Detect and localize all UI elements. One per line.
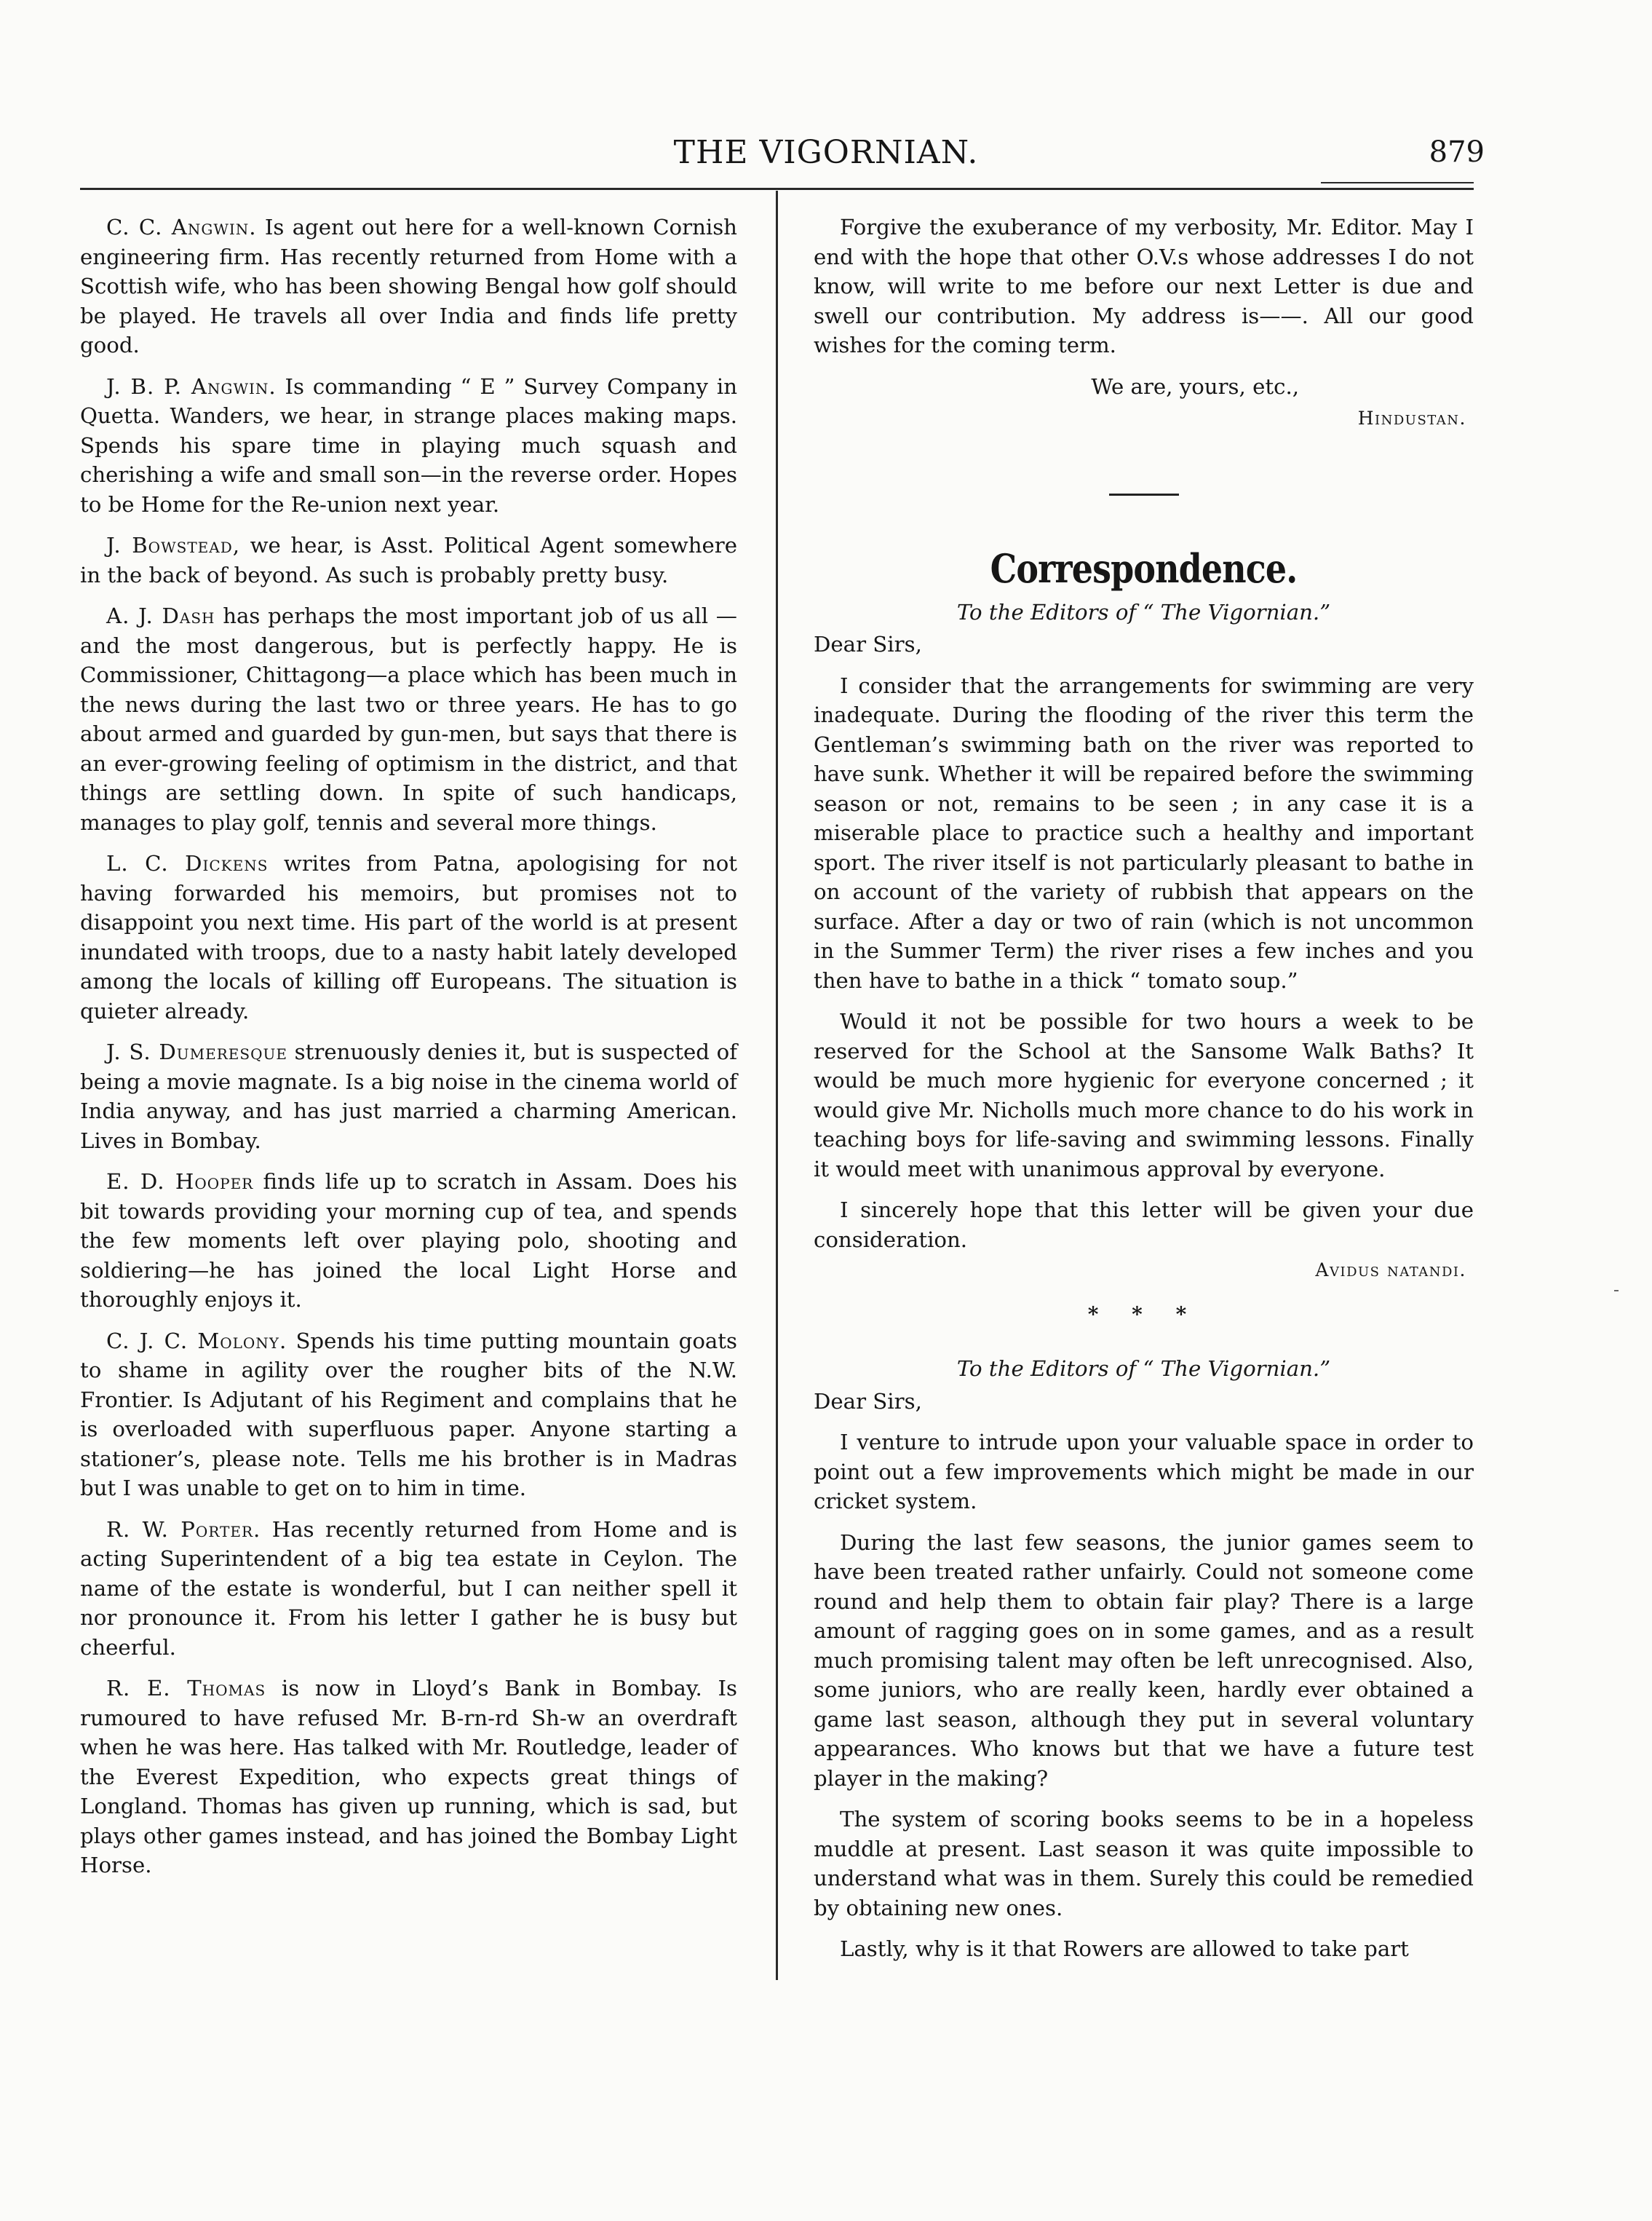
letter-paragraph: The system of scoring books seems to be in a hopeless muddle at present. Last season it was quite impossible to understand what was in them. Surely this could be remedied by obtaining new ones. xyxy=(814,1807,1474,1920)
left-column xyxy=(80,213,737,1892)
entry-text: has perhaps the most important job of us all —and the most dangerous, but is perfectly happy. He is Commissioner, Chittagong—a place which has been much in the news during the last two or three years. He has to go about armed and guarded by gun-men, but says that there is an ever-growing feeling of optimism in the district, and that things are settling down. In spite of such handicaps, manages to play golf, tennis and several more things. xyxy=(80,603,737,835)
entry-name: J. Bowstead, xyxy=(106,533,241,558)
letter-salutation: Dear Sirs, xyxy=(814,632,922,657)
entry-name: R. W. Porter. xyxy=(106,1516,261,1542)
entry-name: R. E. Thomas xyxy=(106,1676,266,1701)
signature-hindustan: Hindustan. xyxy=(1357,408,1466,429)
column-divider xyxy=(776,191,778,1980)
entry-name: C. J. C. Molony. xyxy=(106,1328,287,1353)
scan-speck xyxy=(1614,1290,1619,1291)
letter-salutation: Dear Sirs, xyxy=(814,1388,922,1414)
entry-porter xyxy=(80,1515,737,1663)
entry-text: finds life up to scratch in Assam. Does his bit towards providing your morning cup of tea, and spends the few moments left over playing polo, shooting and soldiering—he has joined the local Light Horse and thoroughly enjoys it. xyxy=(80,1169,738,1312)
entry-molony xyxy=(80,1326,737,1503)
letter-paragraph: Lastly, why is it that Rowers are allowed to take part xyxy=(840,1936,1409,1961)
entry-dickens xyxy=(80,849,737,1026)
header-rule xyxy=(80,188,1474,190)
letter-signature: Avidus natandi. xyxy=(1315,1259,1466,1280)
letter-paragraph: I consider that the arrangements for swimming are very inadequate. During the flooding of the river this term the Gentleman’s swimming bath on the river was reported to have sunk. Whether it will be repaired before the swimming season or not, remains to be seen ; in any case it is a miserable place to practice such a healthy and important sport. The river itself is not particularly pleasant to bathe in on account of the variety of rubbish that appears on the surface. After a day or two of rain (which is not uncommon in the Summer Term) the river rises a few inches and you then have to bathe in a thick “ tomato soup.” xyxy=(814,673,1474,993)
entry-name: A. J. Dash xyxy=(106,603,215,628)
letter-paragraph: I venture to intrude upon your valuable space in order to point out a few improvements which might be made in our cricket system. xyxy=(814,1430,1474,1513)
entry-dash xyxy=(80,601,737,837)
right-column xyxy=(814,213,1474,1976)
letter-paragraph: Would it not be possible for two hours a week to be reserved for the School at the Sansome Walk Baths? It would be much more hygienic for everyone concerned ; it would give Mr. Nicholls much more chance to do his work in teaching boys for life-saving and swimming lessons. Finally it would meet with unanimous approval by everyone. xyxy=(814,1009,1474,1181)
running-title: THE VIGORNIAN. xyxy=(673,134,979,171)
entry-name: J. S. Dumeresque xyxy=(106,1040,287,1064)
entry-text: Is agent out here for a well-known Cornish engineering firm. Has recently returned from Home with a Scottish wife, who has been showing Bengal how golf should be played. He travels all over India and finds life pretty good. xyxy=(80,215,737,357)
entry-bowstead xyxy=(80,531,737,590)
entry-text: we hear, is Asst. Political Agent somewhere in the back of beyond. As such is probably pretty busy. xyxy=(80,533,737,587)
entry-dumeresque xyxy=(80,1037,737,1155)
entry-name: J. B. P. Angwin. xyxy=(106,373,277,399)
header-rule-accent xyxy=(1321,182,1474,183)
entry-angwin-jbp xyxy=(80,372,737,520)
entry-angwin-cc xyxy=(80,213,737,360)
entry-name: C. C. Angwin. xyxy=(106,215,257,239)
entry-text: strenuously denies it, but is suspected of being a movie magnate. Is a big noise in the cinema world of India anyway, and has just married a charming American. Lives in Bombay. xyxy=(80,1040,737,1153)
letter-paragraph: I sincerely hope that this letter will be given your due consideration. xyxy=(814,1197,1474,1252)
entry-hooper xyxy=(80,1167,737,1315)
closing-line: We are, yours, etc., xyxy=(1091,373,1299,399)
continuation-paragraph: Forgive the exuberance of my verbosity, Mr. Editor. May I end with the hope that other O.V.s whose addresses I do not know, will write to me before our next Letter is due and swell our contribution. My address is——. All our good wishes for the coming term. xyxy=(814,215,1474,357)
correspondence-heading: Correspondence. xyxy=(990,545,1298,592)
letter-addressee: To the Editors of “ The Vigornian.” xyxy=(956,1356,1331,1381)
letter-paragraph: During the last few seasons, the junior games seem to have been treated rather unfairly. Could not someone come round and help them to obtain fair play? There is a large amount of ragging goes on in some games, and as a result much promising talent may often be left unrecognised. Also, some juniors, who are really keen, hardly ever obtained a game last season, although they put in several voluntary appearances. Who knows but that we have a future test player in the making? xyxy=(814,1529,1474,1791)
entry-thomas xyxy=(80,1674,737,1880)
section-divider xyxy=(1109,494,1179,496)
entry-text: Is commanding “ E ” Survey Company in Quetta. Wanders, we hear, in strange places making maps. Spends his spare time in playing much squash and cherishing a wife and small son—in the reverse order. Hopes to be Home for the Re-union next year. xyxy=(80,373,738,517)
entry-text: Spends his time putting mountain goats to shame in agility over the rougher bits of the N.W. Frontier. Is Adjutant of his Regiment and complains that he is overloaded with superfluous paper. Anyone starting a stationer’s, please note. Tells me his brother is in Madras but I was unable to get on to him in time. xyxy=(80,1328,737,1500)
letter-separator: * * * xyxy=(1087,1302,1200,1326)
entry-name: L. C. Dickens xyxy=(106,851,269,876)
entry-name: E. D. Hooper xyxy=(106,1169,254,1194)
entry-text: Has recently returned from Home and is acting Superintendent of a big tea estate in Ceylon. The name of the estate is wonderful, but I can neither spell it nor pronounce it. From his letter I gather he is busy but cheerful. xyxy=(80,1516,737,1660)
letter-addressee: To the Editors of “ The Vigornian.” xyxy=(956,599,1331,625)
entry-text: writes from Patna, apologising for not having forwarded his memoirs, but promises not to disappoint you next time. His part of the world is at present inundated with troops, due to a nasty habit lately developed among the locals of killing off Europeans. The situation is quieter already. xyxy=(80,851,737,1024)
entry-text: is now in Lloyd’s Bank in Bombay. Is rumoured to have refused Mr. B-rn-rd Sh-w an overdraft when he was here. Has talked with Mr. Routledge, leader of the Everest Expedition, who expects great things of Longland. Thomas has given up running, which is sad, but plays other games instead, and has joined the Bombay Light Horse. xyxy=(80,1676,738,1877)
page-number: 879 xyxy=(1429,135,1485,169)
